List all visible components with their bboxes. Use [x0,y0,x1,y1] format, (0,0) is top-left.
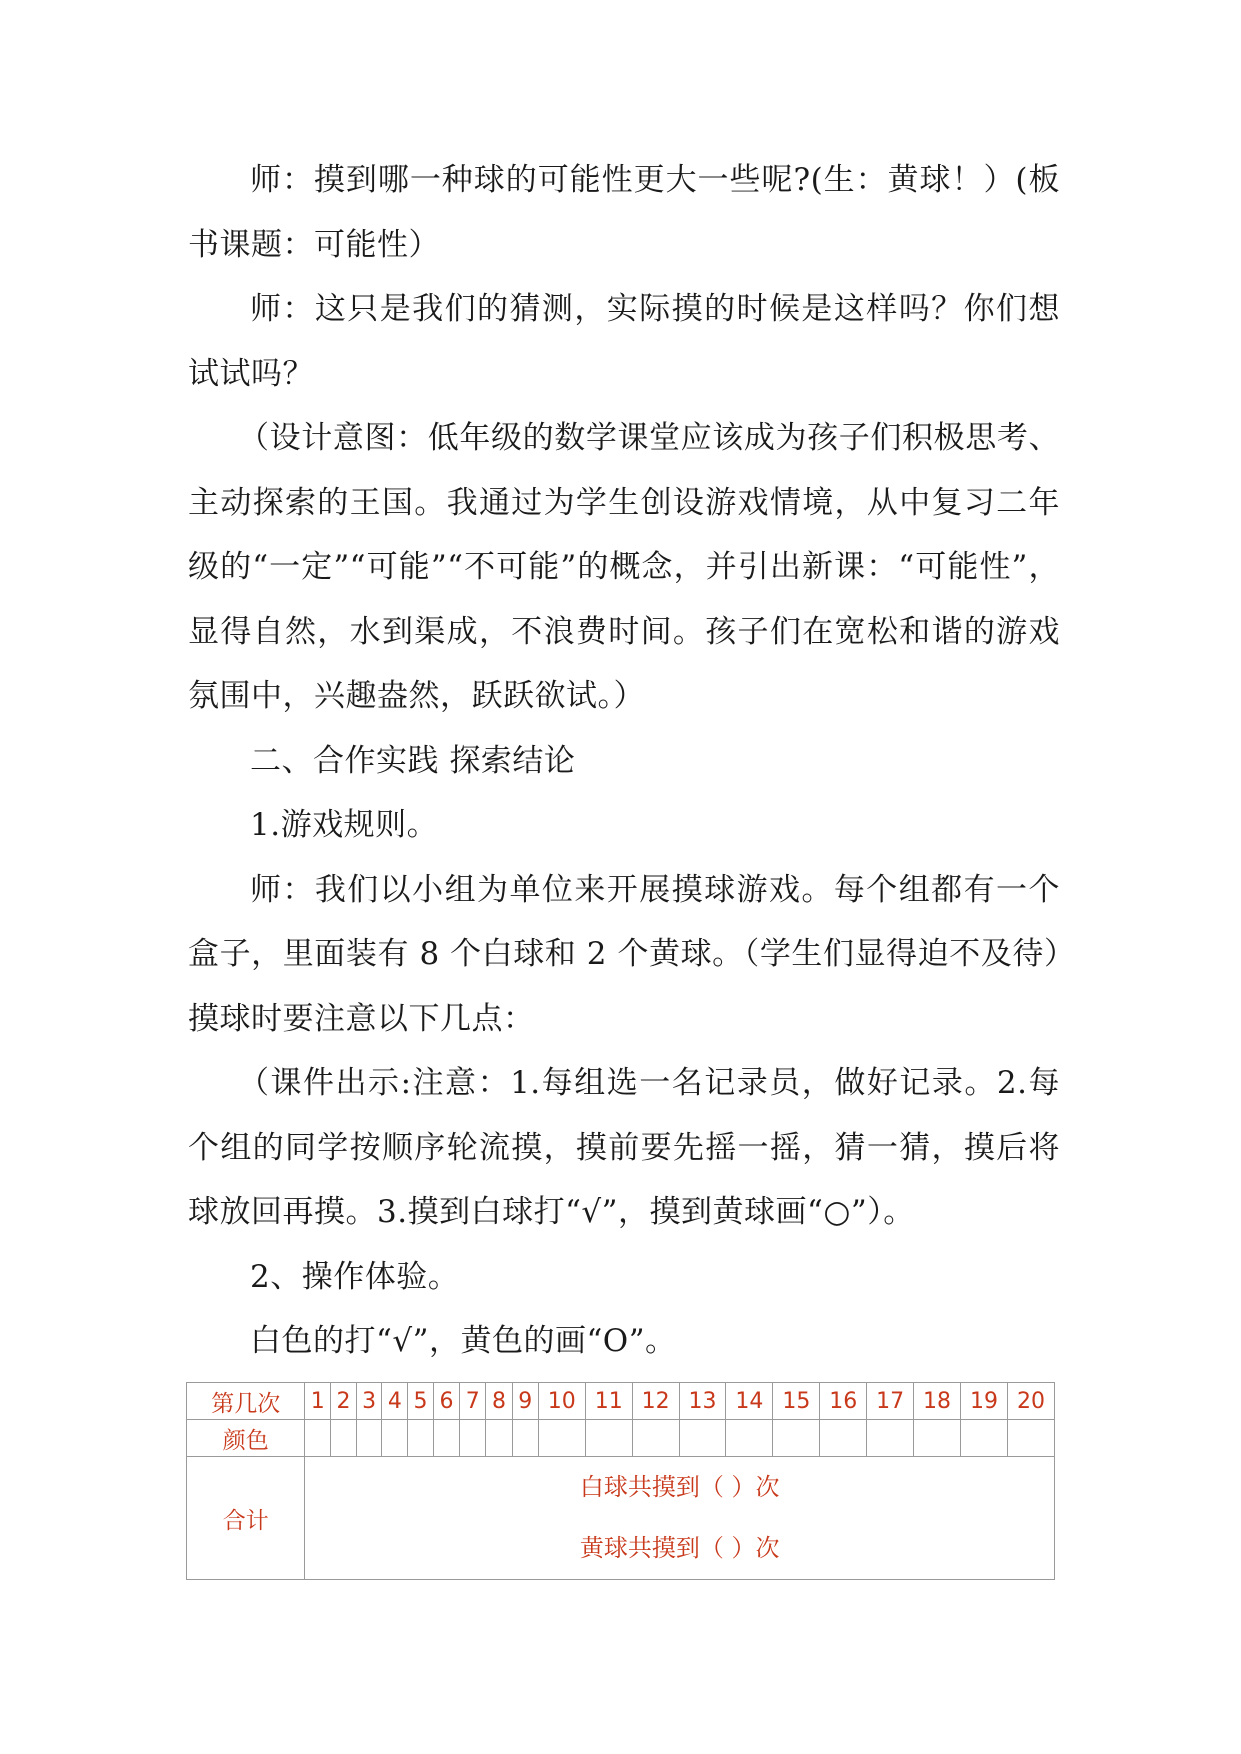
color-entry-cell[interactable] [408,1420,434,1457]
color-entry-cell[interactable] [305,1420,331,1457]
draw-number-cell: 17 [867,1383,914,1420]
color-entry-cell[interactable] [382,1420,408,1457]
subsection-heading: 2、操作体验。 [250,1258,460,1295]
total-summary-cell [305,1457,1055,1580]
draw-number-cell: 5 [408,1383,434,1420]
color-entry-cell[interactable] [585,1420,632,1457]
draw-number-cell: 1 [305,1383,331,1420]
draw-number-cell: 18 [914,1383,961,1420]
paragraph: 师：这只是我们的猜测，实际摸的时候是这样吗？你们想试试吗？ [188,291,1060,392]
header-label-cell: 第几次 [187,1383,305,1420]
draw-number-cell: 3 [356,1383,382,1420]
color-entry-cell[interactable] [961,1420,1008,1457]
draw-number-cell: 12 [632,1383,679,1420]
draw-number-cell: 7 [460,1383,486,1420]
draw-number-cell: 9 [512,1383,538,1420]
white-total-text: 白球共摸到（ ）次 [579,1473,780,1501]
draw-number-cell: 16 [820,1383,867,1420]
paragraph: 师：摸到哪一种球的可能性更大一些呢?(生：黄球！）(板书课题：可能性） [188,162,1060,263]
instruction-paragraph: 白色的打“√”，黄色的画“O”。 [250,1323,677,1359]
color-row [187,1420,1055,1457]
draw-number-cell: 6 [433,1383,459,1420]
draw-number-cell: 10 [538,1383,585,1420]
color-entry-cell[interactable] [331,1420,357,1457]
color-entry-cell[interactable] [512,1420,538,1457]
color-entry-cell[interactable] [460,1420,486,1457]
draw-number-cell: 8 [486,1383,512,1420]
draw-number-cell: 19 [961,1383,1008,1420]
draw-number-cell: 4 [382,1383,408,1420]
yellow-total-text: 黄球共摸到（ ）次 [579,1534,780,1562]
draw-number-cell: 15 [773,1383,820,1420]
color-entry-cell[interactable] [1007,1420,1054,1457]
color-entry-cell[interactable] [679,1420,726,1457]
total-row [187,1457,1055,1580]
color-entry-cell[interactable] [486,1420,512,1457]
draw-number-cell: 11 [585,1383,632,1420]
tally-table [186,1382,1055,1580]
subsection-heading: 1.游戏规则。 [250,807,439,843]
header-row [187,1383,1055,1420]
color-entry-cell[interactable] [867,1420,914,1457]
total-label-cell: 合计 [187,1457,305,1580]
color-entry-cell[interactable] [538,1420,585,1457]
color-entry-cell[interactable] [820,1420,867,1457]
color-entry-cell[interactable] [433,1420,459,1457]
color-entry-cell[interactable] [914,1420,961,1457]
rules-paragraph: （课件出示:注意：1.每组选一名记录员，做好记录。2.每个组的同学按顺序轮流摸，摸前要先摇一摇，猜一猜，摸后将球放回再摸。3.摸到白球打“√”，摸到黄球画“○”）。 [188,1065,1060,1230]
section-heading: 二、合作实践 探索结论 [250,742,576,779]
color-entry-cell[interactable] [726,1420,773,1457]
draw-number-cell: 20 [1007,1383,1054,1420]
color-entry-cell[interactable] [632,1420,679,1457]
color-label-cell: 颜色 [187,1420,305,1457]
color-entry-cell[interactable] [773,1420,820,1457]
draw-number-cell: 14 [726,1383,773,1420]
color-entry-cell[interactable] [356,1420,382,1457]
design-intent-paragraph: （设计意图：低年级的数学课堂应该成为孩子们积极思考、主动探索的王国。我通过为学生创设游戏情境，从中复习二年级的“一定”“可能”“不可能”的概念，并引出新课：“可能性”，显得自然，水到渠成，不浪费时间。孩子们在宽松和谐的游戏氛围中，兴趣盎然，跃跃欲试。） [188,420,1060,714]
paragraph: 师：我们以小组为单位来开展摸球游戏。每个组都有一个盒子，里面装有 8 个白球和 2 个黄球。（学生们显得迫不及待）摸球时要注意以下几点： [188,871,1060,1037]
draw-number-cell: 13 [679,1383,726,1420]
draw-number-cell: 2 [331,1383,357,1420]
body-text [188,148,1060,1374]
